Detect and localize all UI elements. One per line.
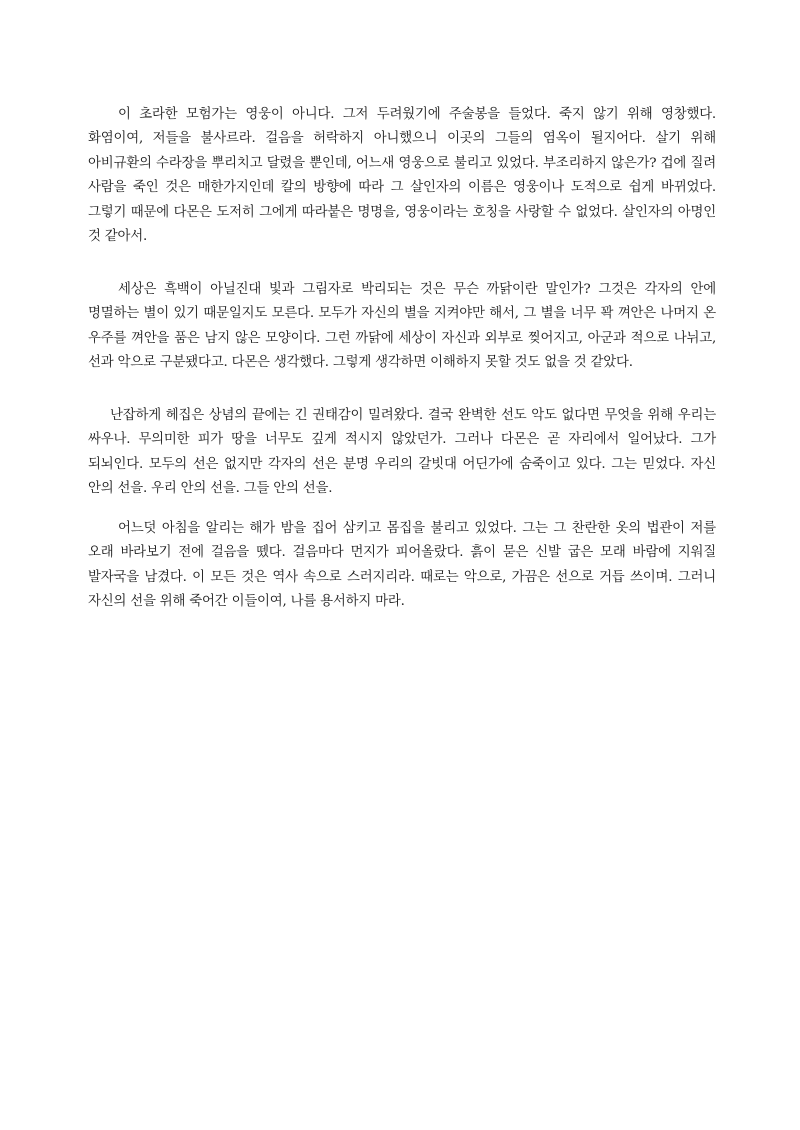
paragraph-4: 어느덧 아침을 알리는 해가 밤을 집어 삼키고 몸집을 불리고 있었다. 그는 그 찬란한 옷의 법관이 저를 오래 바라보기 전에 걸음을 뗐다. 걸음마다 먼지가 피어올랐다. 흙이 묻은 신발 굽은 모래 바람에 지워질 발자국을 남겼다. 이 모든 것은 역사 속으로 스러지리라. 때로는 악으로, 가끔은 선으로 거듭 쓰이며. 그러니 자신의 선을 위해 죽어간 이들이여, 나를 용서하지 마라. — [88, 521, 716, 610]
paragraph-2: 세상은 흑백이 아닐진대 빛과 그림자로 박리되는 것은 무슨 까닭이란 말인가? 그것은 각자의 안에 명멸하는 별이 있기 때문일지도 모른다. 모두가 자신의 별을 지켜야만 해서, 그 별을 너무 꽉 껴안은 나머지 온 우주를 껴안을 품은 남지 않은 모양이다. 그런 까닭에 세상이 자신과 외부로 찢어지고, 아군과 적으로 나뉘고, 선과 악으로 구분됐다고. 다몬은 생각했다. 그렇게 생각하면 이해하지 못할 것도 없을 것 같았다. — [88, 282, 716, 371]
paragraph-1: 이 초라한 모험가는 영웅이 아니다. 그저 두려웠기에 주술봉을 들었다. 죽지 않기 위해 영창했다. 화염이여, 저들을 불사르라. 걸음을 허락하지 아니했으니 이곳의 그들의 염옥이 될지어다. 살기 위해 아비규환의 수라장을 뿌리치고 달렸을 뿐인데, 어느새 영웅으로 불리고 있었다. 부조리하지 않은가? 겁에 질려 사람을 죽인 것은 매한가지인데 칼의 방향에 따라 그 살인자의 이름은 영웅이나 도적으로 쉽게 바뀌었다. 그렇기 때문에 다몬은 도저히 그에게 따라붙은 명명을, 영웅이라는 호칭을 사랑할 수 없었다. 살인자의 아명인 것 같아서. — [88, 107, 716, 245]
paragraph-3: 난잡하게 헤집은 상념의 끝에는 긴 권태감이 밀려왔다. 결국 완벽한 선도 악도 없다면 무엇을 위해 우리는 싸우나. 무의미한 피가 땅을 너무도 깊게 적시지 않았던가. 그러나 다몬은 곧 자리에서 일어났다. 그가 되뇌인다. 모두의 선은 없지만 각자의 선은 분명 우리의 갈빗대 어딘가에 숨죽이고 있다. 그는 믿었다. 자신 안의 선을. 우리 안의 선을. 그들 안의 선을. — [88, 408, 716, 497]
